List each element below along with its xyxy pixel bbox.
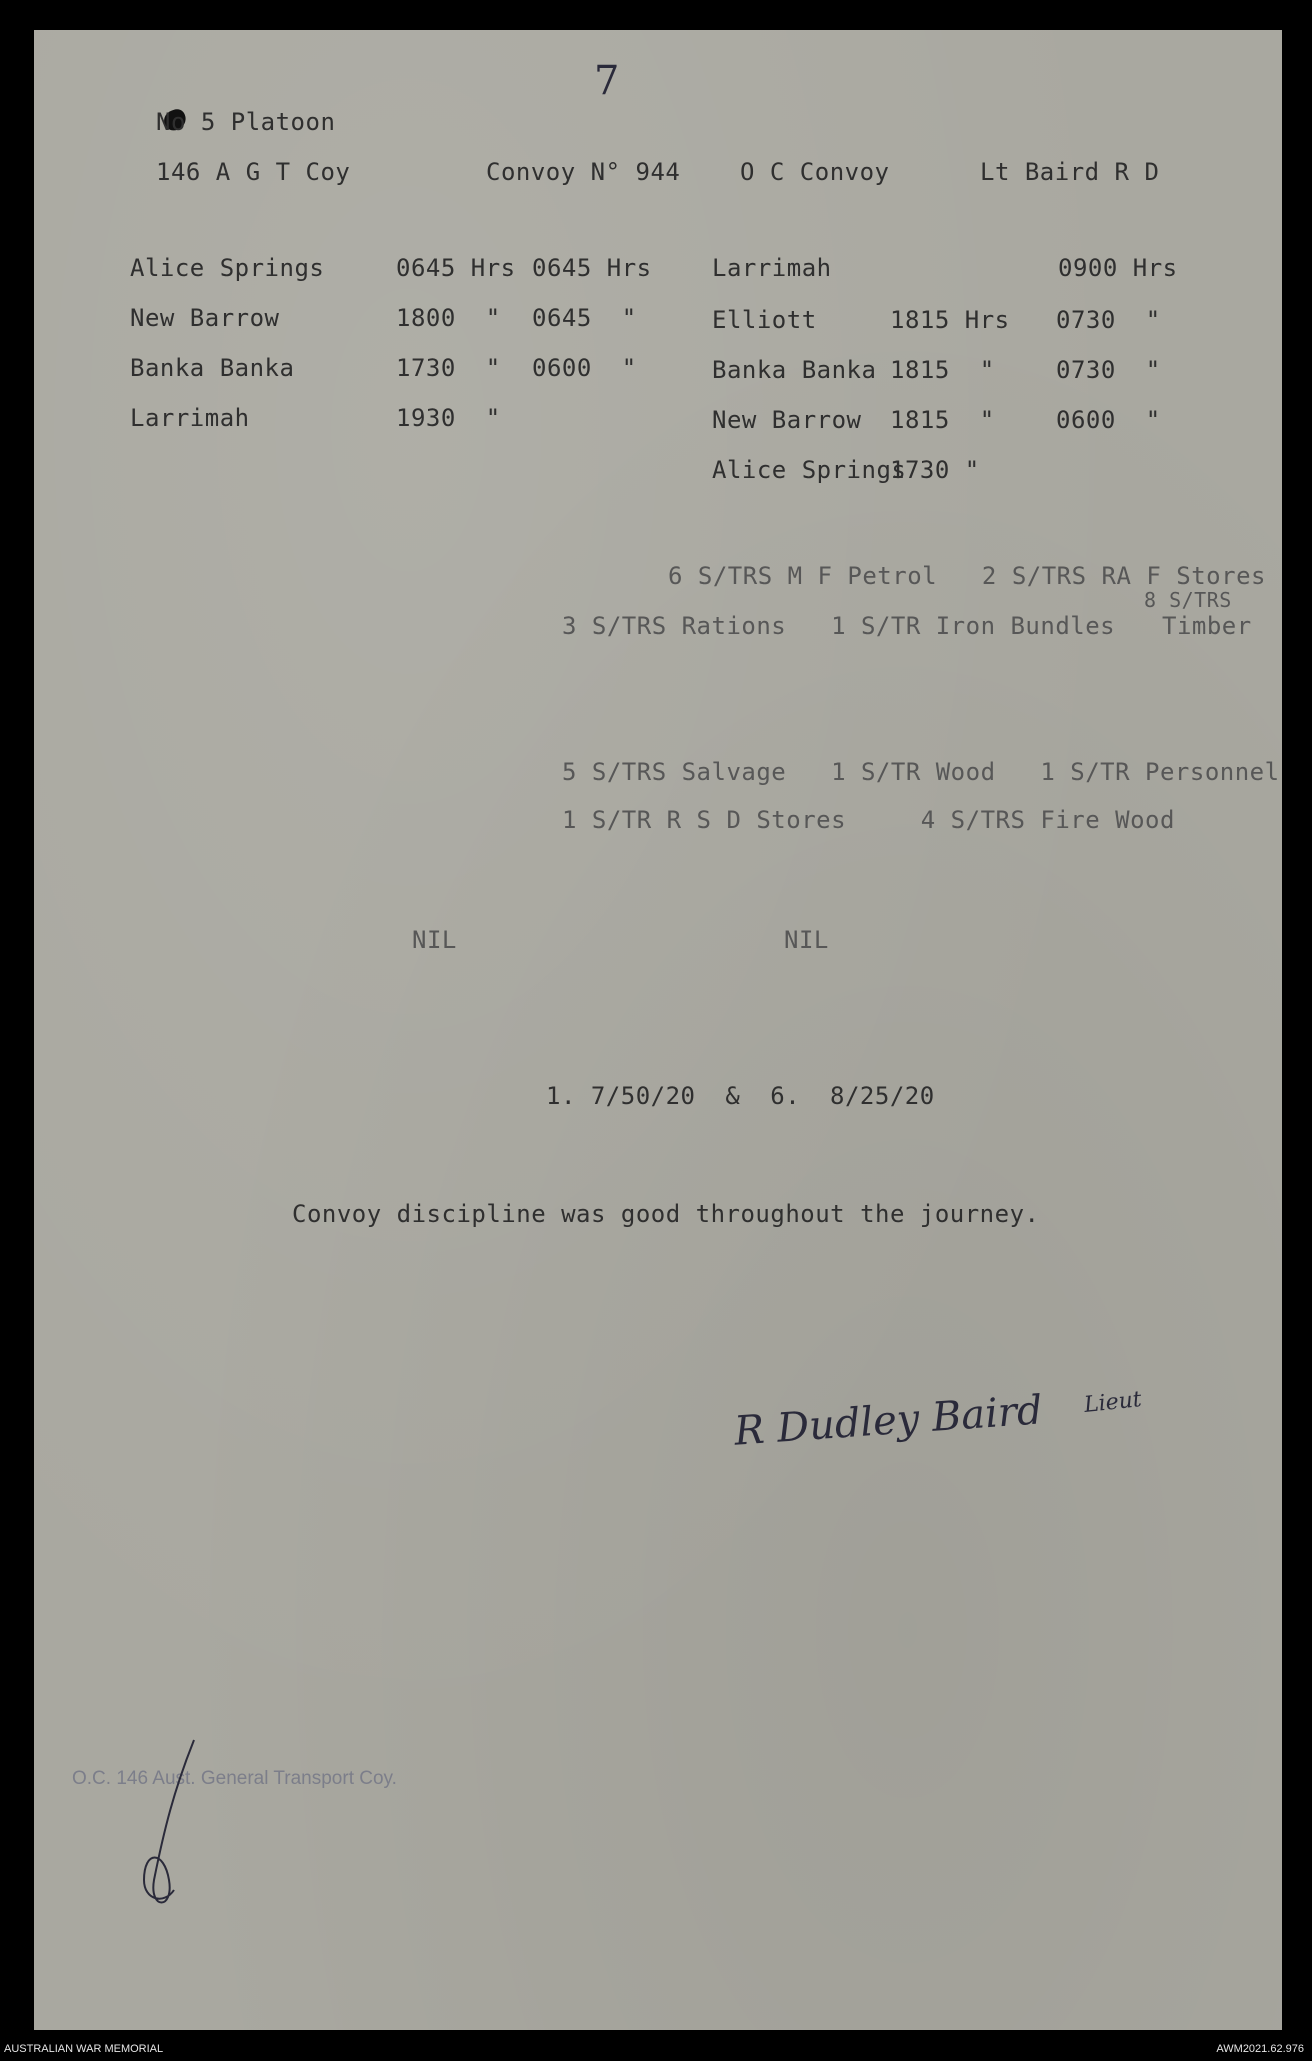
route-place: Alice Springs [130,254,325,282]
route-place: Elliott [712,306,817,334]
nil-right: NIL [784,926,829,954]
page-mark: 7 [594,58,620,104]
route-departure: 0645 " [532,304,637,332]
signature: R Dudley Baird [732,1387,1045,1455]
reference-numbers: 1. 7/50/20 & 6. 8/25/20 [546,1082,935,1110]
load-line: 8 S/TRS [1144,588,1232,612]
route-arrival: 0645 Hrs [396,254,516,282]
route-arrival: 1800 " [396,304,501,332]
route-place: Larrimah [130,404,250,432]
route-place: Banka Banka [130,354,295,382]
convoy-number: Convoy N° 944 [486,158,681,186]
route-place: Alice Springs [712,456,907,484]
company-stamp: O.C. 146 Aust. General Transport Coy. [72,1768,397,1789]
route-departure: 0645 Hrs [532,254,652,282]
platoon-label: No 5 Platoon [156,108,336,136]
oc-label: O C Convoy [740,158,890,186]
load-line: 5 S/TRS Salvage 1 S/TR Wood 1 S/TR Personnel [562,758,1280,786]
route-departure: 0730 " [1056,356,1161,384]
route-arrival: 1730 " [890,456,980,484]
route-arrival: 1815 Hrs [890,306,1010,334]
route-departure: 0600 " [1056,406,1161,434]
load-line: 3 S/TRS Rations 1 S/TR Iron Bundles [562,612,1116,640]
footer-source: AUSTRALIAN WAR MEMORIAL [4,2043,164,2055]
route-place: Banka Banka [712,356,877,384]
initial-flourish-icon [124,1730,224,1930]
route-arrival: 1930 " [396,404,501,432]
route-departure: 0600 " [532,354,637,382]
footer-accession: AWM2021.62.976 [1216,2043,1304,2055]
route-departure: 0900 Hrs [1058,254,1178,282]
load-line: Timber [1162,612,1252,640]
company-label: 146 A G T Coy [156,158,351,186]
load-line: 1 S/TR R S D Stores 4 S/TRS Fire Wood [562,806,1175,834]
signature-suffix: Lieut [1082,1387,1143,1418]
load-line: 6 S/TRS M F Petrol 2 S/TRS RA F Stores [668,562,1266,590]
route-arrival: 1815 " [890,406,995,434]
remark-text: Convoy discipline was good throughout the journey. [292,1200,1040,1228]
route-departure: 0730 " [1056,306,1161,334]
oc-name: Lt Baird R D [980,158,1160,186]
route-place: New Barrow [130,304,280,332]
document-page [34,30,1282,2030]
route-arrival: 1815 " [890,356,995,384]
route-place: New Barrow [712,406,862,434]
route-arrival: 1730 " [396,354,501,382]
route-place: Larrimah [712,254,832,282]
nil-left: NIL [412,926,457,954]
